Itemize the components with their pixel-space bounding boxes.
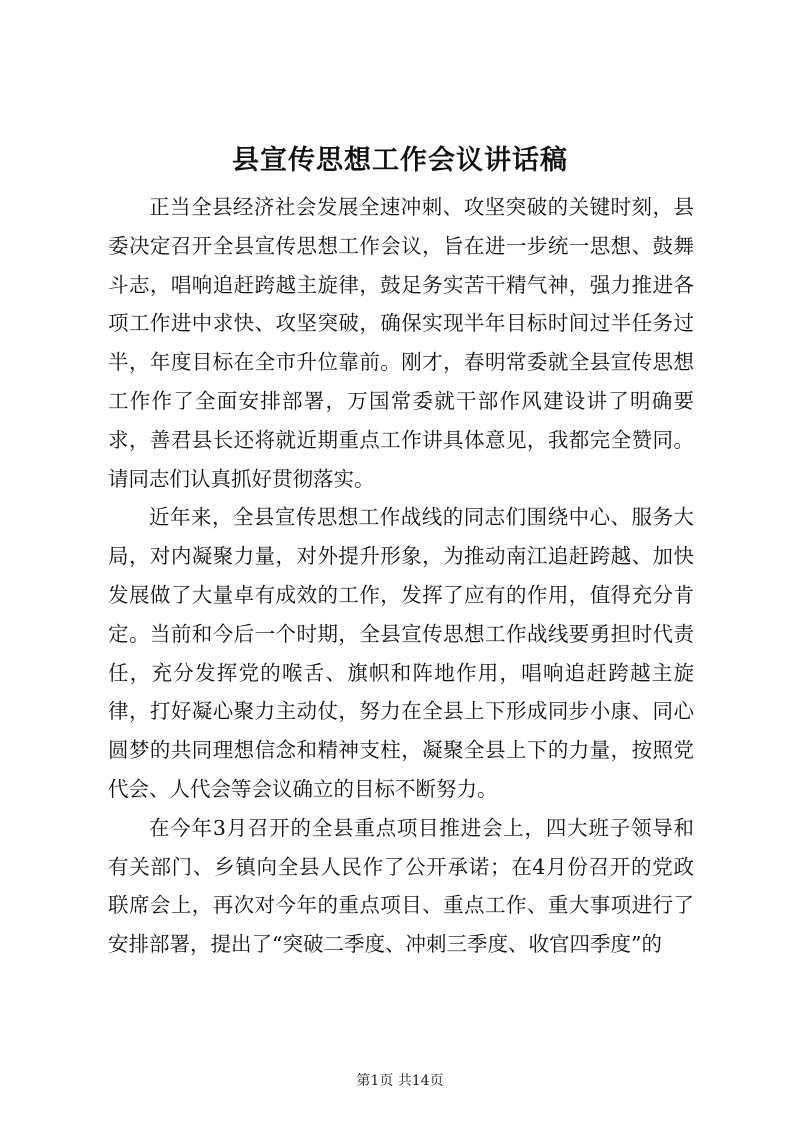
paragraph-3: 在今年3月召开的全县重点项目推进会上，四大班子领导和有关部门、乡镇向全县人民作了公开承诺；在4月份召开的党政联席会上，再次对今年的重点项目、重点工作、重大事项进行了安排部署，提出了“突破二季度、冲刺三季度、收官四季度”的 [108,815,694,957]
paragraph-2: 近年来，全县宣传思想工作战线的同志们围绕中心、服务大局，对内凝聚力量，对外提升形象，为推动南江追赶跨越、加快发展做了大量卓有成效的工作，发挥了应有的作用，值得充分肯定。当前和今后一个时期，全县宣传思想工作战线要勇担时代责任，充分发挥党的喉舌、旗帜和阵地作用，唱响追赶跨越主旋律，打好凝心聚力主动仗，努力在全县上下形成同步小康、同心圆梦的共同理想信念和精神支柱，凝聚全县上下的力量，按照党代会、人代会等会议确立的目标不断努力。 [108,505,694,801]
document-body [108,188,694,964]
page-number-footer: 第1页 共14页 [356,1073,444,1089]
document-title: 县宣传思想工作会议讲话稿 [232,145,568,176]
paragraph-1: 正当全县经济社会发展全速冲刺、攻坚突破的关键时刻，县委决定召开全县宣传思想工作会议，旨在进一步统一思想、鼓舞斗志，唱响追赶跨越主旋律，鼓足务实苦干精气神，强力推进各项工作进中求快、攻坚突破，确保实现半年目标时间过半任务过半，年度目标在全市升位靠前。刚才，春明常委就全县宣传思想工作作了全面安排部署，万国常委就干部作风建设讲了明确要求，善君县长还将就近期重点工作讲具体意见，我都完全赞同。请同志们认真抓好贯彻落实。 [108,195,694,491]
